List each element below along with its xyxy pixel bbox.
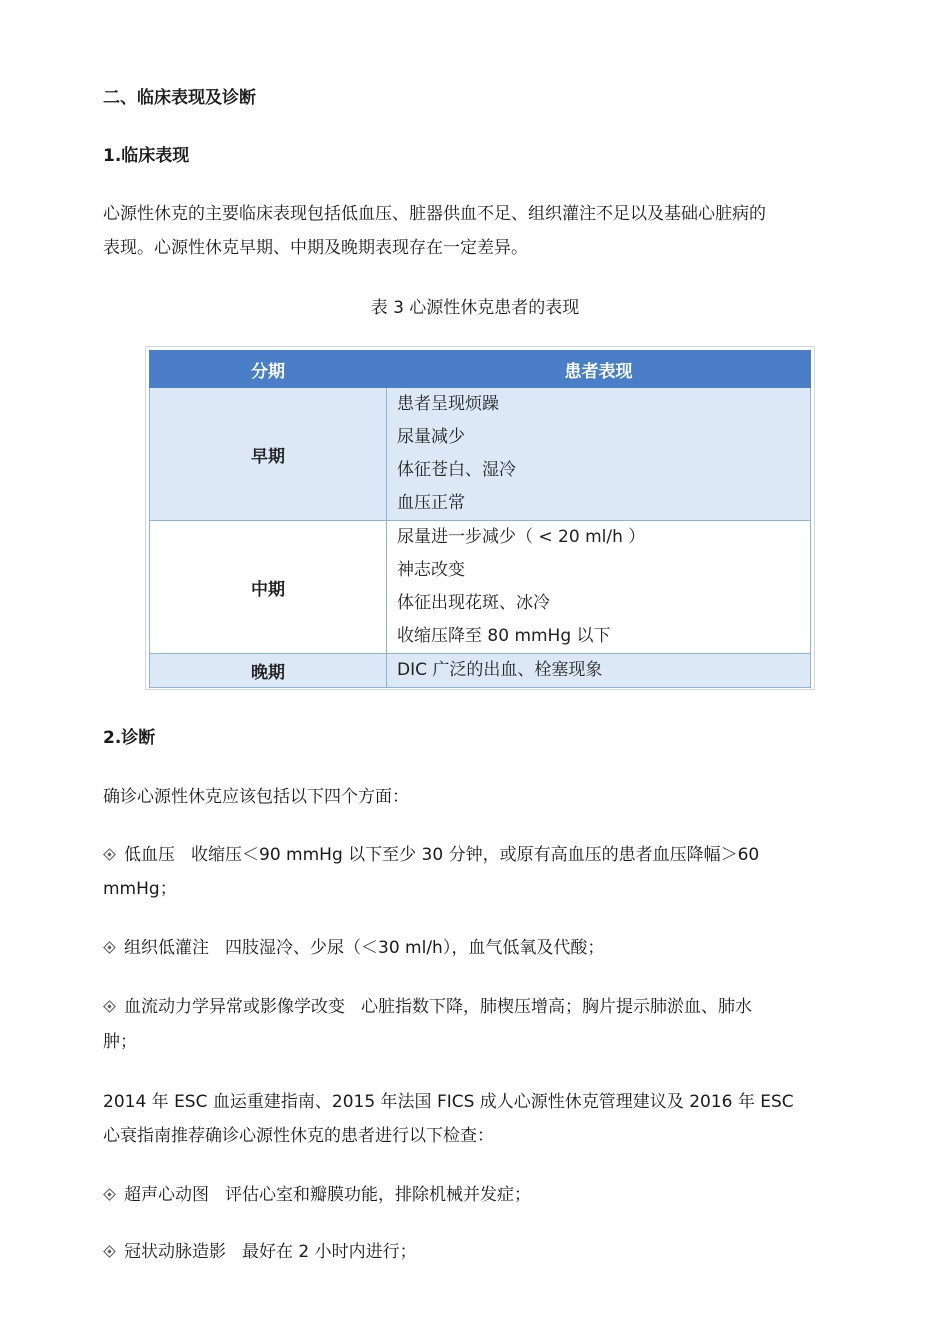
symptom-item: DIC 广泛的出血、栓塞现象	[397, 660, 603, 680]
symptoms-cell	[387, 654, 811, 688]
symptom-item: 神志改变	[397, 560, 465, 580]
symptom-item: 患者呈现烦躁	[397, 394, 499, 414]
section-heading: 二、临床表现及诊断	[103, 88, 256, 108]
criterion-term: 低血压	[124, 845, 175, 865]
symptoms-cell	[387, 388, 811, 521]
table-row	[150, 654, 811, 688]
subheading-clinical: 1.临床表现	[103, 146, 190, 166]
criterion-item	[103, 936, 604, 960]
diamond-bullet-icon	[103, 1188, 116, 1201]
diagnosis-intro: 确诊心源性休克应该包括以下四个方面：	[103, 787, 409, 807]
intro-paragraph-line-2: 表现。心源性休克早期、中期及晚期表现存在一定差异。	[103, 238, 528, 258]
intro-paragraph-line-1: 心源性休克的主要临床表现包括低血压、脏器供血不足、组织灌注不足以及基础心脏病的	[103, 204, 766, 224]
stage-cell: 早期	[150, 388, 387, 521]
guideline-line-2: 心衰指南推荐确诊心源性休克的患者进行以下检查：	[103, 1126, 494, 1146]
symptom-item: 尿量进一步减少（ < 20 ml/h ）	[397, 527, 646, 547]
criterion-desc: 四肢湿冷、少尿（＜30 ml/h），血气低氧及代酸；	[225, 938, 605, 958]
stage-cell: 晚期	[150, 654, 387, 688]
criterion-term: 血流动力学异常或影像学改变	[124, 997, 345, 1017]
guideline-line-1: 2014 年 ESC 血运重建指南、2015 年法国 FICS 成人心源性休克管理建议及 2016 年 ESC	[103, 1092, 794, 1112]
symptom-item: 收缩压降至 80 mmHg 以下	[397, 626, 611, 646]
exam-item	[103, 1240, 417, 1264]
stage-cell: 中期	[150, 521, 387, 654]
symptom-item: 体征出现花斑、冰冷	[397, 593, 550, 613]
exam-desc: 评估心室和瓣膜功能，排除机械并发症；	[225, 1185, 531, 1205]
criterion-desc-continued: 肿；	[103, 1032, 137, 1052]
criterion-term: 组织低灌注	[124, 938, 209, 958]
subheading-diagnosis: 2.诊断	[103, 728, 156, 748]
exam-term: 冠状动脉造影	[124, 1242, 226, 1262]
symptom-item: 尿量减少	[397, 427, 465, 447]
diamond-bullet-icon	[103, 1245, 116, 1258]
symptom-item: 体征苍白、湿冷	[397, 460, 516, 480]
diamond-bullet-icon	[103, 1000, 116, 1013]
table-caption: 表 3 心源性休克患者的表现	[370, 298, 580, 318]
table-header-stage: 分期	[150, 351, 387, 388]
symptoms-cell	[387, 521, 811, 654]
symptom-item: 血压正常	[397, 493, 465, 513]
criterion-desc-continued: mmHg；	[103, 879, 177, 899]
table-header-symptoms: 患者表现	[387, 351, 811, 388]
criterion-desc: 心脏指数下降，肺楔压增高；胸片提示肺淤血、肺水	[361, 997, 752, 1017]
table-row	[150, 388, 811, 521]
symptoms-table	[149, 350, 811, 688]
criterion-item	[103, 843, 759, 867]
exam-desc: 最好在 2 小时内进行；	[242, 1242, 417, 1262]
diamond-bullet-icon	[103, 848, 116, 861]
exam-item	[103, 1183, 531, 1207]
table-row	[150, 521, 811, 654]
criterion-desc: 收缩压＜90 mmHg 以下至少 30 分钟，或原有高血压的患者血压降幅＞60	[191, 845, 760, 865]
exam-term: 超声心动图	[124, 1185, 209, 1205]
diamond-bullet-icon	[103, 941, 116, 954]
criterion-item	[103, 995, 752, 1019]
symptoms-table-frame	[145, 346, 815, 690]
